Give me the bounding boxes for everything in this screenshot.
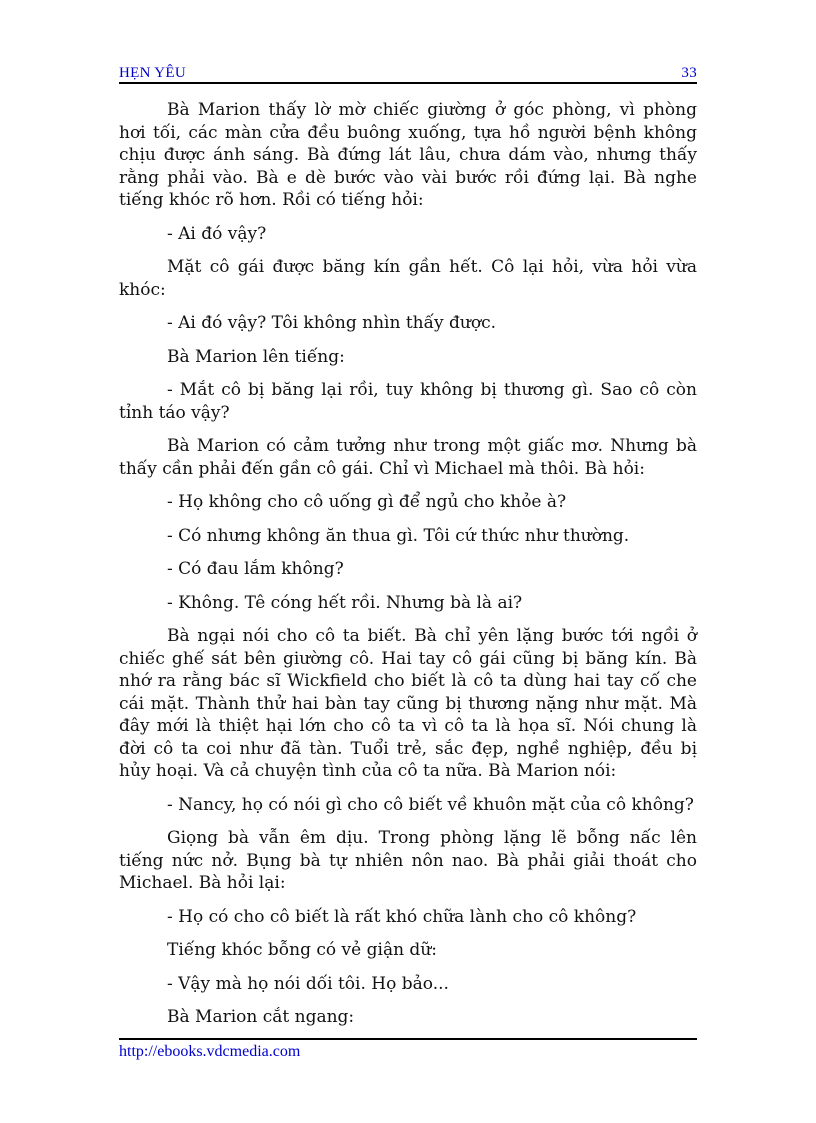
paragraph: Tiếng khóc bỗng có vẻ giận dữ: <box>167 940 437 960</box>
paragraph: Bà Marion lên tiếng: <box>167 346 345 367</box>
paragraph: - Ai đó vậy? Tôi không nhìn thấy được. <box>167 313 497 333</box>
paragraph: - Vậy mà họ nói dối tôi. Họ bảo... <box>167 973 449 994</box>
paragraph: Mặt cô gái được băng kín gần hết. Cô lại hỏi, vừa hỏi vừa khóc: <box>119 257 697 300</box>
page-body <box>119 99 697 1040</box>
paragraph: - Nancy, họ có nói gì cho cô biết về khuôn mặt của cô không? <box>167 794 694 815</box>
paragraph: - Họ có cho cô biết là rất khó chữa lành cho cô không? <box>167 906 637 927</box>
paragraph: - Họ không cho cô uống gì để ngủ cho khỏe à? <box>167 492 567 512</box>
paragraph: Bà Marion có cảm tưởng như trong một giấc mơ. Nhưng bà thấy cần phải đến gần cô gái. Chỉ vì Michael mà thôi. Bà hỏi: <box>119 436 697 479</box>
paragraph: Bà Marion thấy lờ mờ chiếc giường ở góc phòng, vì phòng hơi tối, các màn cửa đều buông xuống, tựa hồ người bệnh không chịu được ánh sáng. Bà đứng lát lâu, chưa dám vào, nhưng thấy rằng phải vào. Bà e dè bước vào vài bước rồi đứng lại. Bà nghe tiếng khóc rõ hơn. Rồi có tiếng hỏi: <box>119 100 697 210</box>
header-divider <box>119 82 697 84</box>
paragraph: - Ai đó vậy? <box>167 223 267 244</box>
paragraph: - Mắt cô bị băng lại rồi, tuy không bị thương gì. Sao cô còn tỉnh táo vậy? <box>119 380 697 423</box>
paragraph: - Có đau lắm không? <box>167 559 344 579</box>
paragraph: Giọng bà vẫn êm dịu. Trong phòng lặng lẽ bỗng nấc lên tiếng nức nở. Bụng bà tự nhiên nôn nao. Bà phải giải thoát cho Michael. Bà hỏi lại: <box>119 828 697 893</box>
book-title: HẸN YÊU <box>119 65 186 81</box>
footer-link[interactable]: http://ebooks.vdcmedia.com <box>119 1043 301 1060</box>
paragraph: - Không. Tê cóng hết rồi. Nhưng bà là ai? <box>167 592 523 613</box>
paragraph: - Có nhưng không ăn thua gì. Tôi cứ thức như thường. <box>167 525 630 546</box>
page-header <box>119 62 697 82</box>
page-number: 33 <box>681 65 697 81</box>
paragraph: Bà ngại nói cho cô ta biết. Bà chỉ yên lặng bước tới ngồi ở chiếc ghế sát bên giường cô. Hai tay cô gái cũng bị băng kín. Bà nhớ ra rằng bác sĩ Wickfield cho biết là cô ta dùng hai tay cố che cái mặt. Thành thử hai bàn tay cũng bị thương nặng như mặt. Mà đây mới là thiệt hại lớn cho cô ta vì cô ta là họa sĩ. Nói chung là đời cô ta coi như đã tàn. Tuổi trẻ, sắc đẹp, nghề nghiệp, đều bị hủy hoại. Và cả chuyện tình của cô ta nữa. Bà Marion nói: <box>119 626 697 781</box>
paragraph: Bà Marion cắt ngang: <box>167 1007 355 1027</box>
footer-divider <box>119 1038 697 1040</box>
